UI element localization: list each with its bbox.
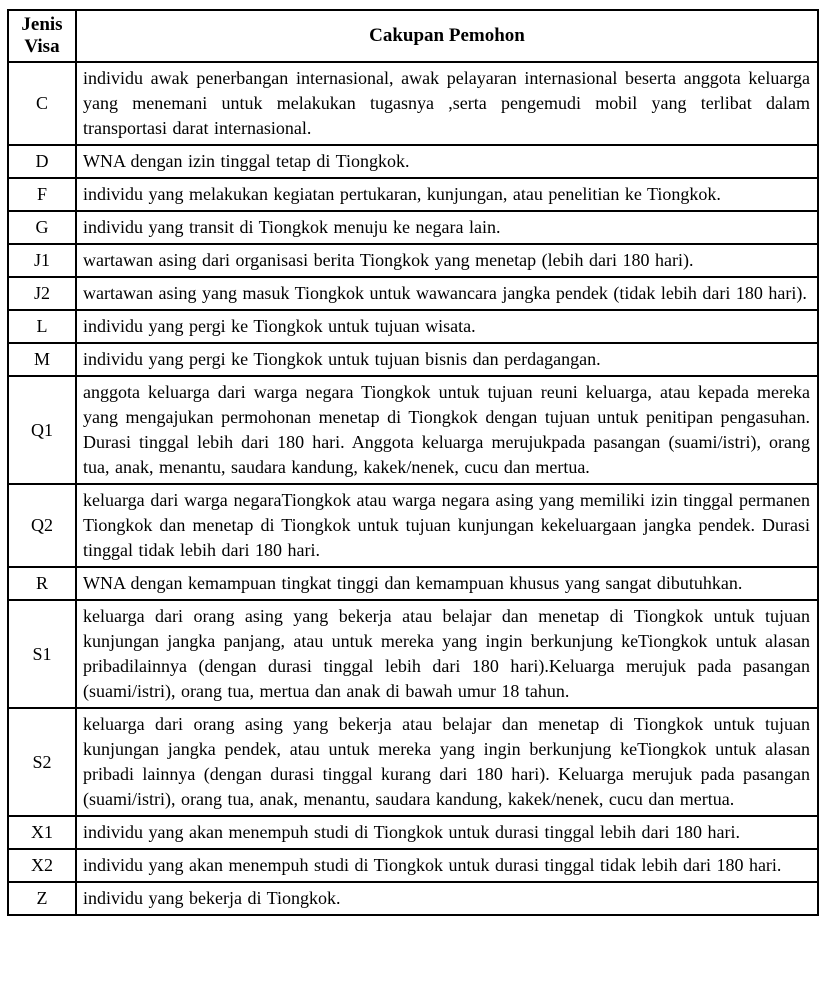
visa-desc-cell: wartawan asing dari organisasi berita Tiongkok yang menetap (lebih dari 180 hari). — [76, 244, 818, 277]
visa-code-cell: C — [8, 62, 76, 145]
visa-desc-cell: individu yang melakukan kegiatan pertukaran, kunjungan, atau penelitian ke Tiongkok. — [76, 178, 818, 211]
visa-desc-cell: WNA dengan izin tinggal tetap di Tiongkok. — [76, 145, 818, 178]
table-row — [8, 882, 818, 915]
visa-table — [7, 9, 819, 916]
header-jenis-visa: Jenis Visa — [8, 10, 76, 62]
table-row — [8, 600, 818, 708]
table-row — [8, 145, 818, 178]
table-row — [8, 244, 818, 277]
visa-desc-cell: keluarga dari orang asing yang bekerja atau belajar dan menetap di Tiongkok untuk tujuan kunjungan jangka pendek, atau untuk mereka yang ingin berkunjung keTiongkok untuk alasan pribadi lainnya (dengan durasi tinggal kurang dari 180 hari). Keluarga merujuk pada pasangan (suami/istri), orang tua, anak, menantu, saudara kandung, kakek/nenek, cucu dan mertua. — [76, 708, 818, 816]
visa-table-body — [8, 62, 818, 915]
visa-code-cell: Z — [8, 882, 76, 915]
table-row — [8, 484, 818, 567]
visa-code-cell: S1 — [8, 600, 76, 708]
visa-desc-cell: individu yang pergi ke Tiongkok untuk tujuan bisnis dan perdagangan. — [76, 343, 818, 376]
table-row — [8, 816, 818, 849]
table-row — [8, 849, 818, 882]
visa-desc-cell: individu awak penerbangan internasional, awak pelayaran internasional beserta anggota keluarga yang menemani untuk melakukan tugasnya ,serta pengemudi mobil yang terlibat dalam transportasi darat internasional. — [76, 62, 818, 145]
visa-desc-cell: individu yang bekerja di Tiongkok. — [76, 882, 818, 915]
visa-code-cell: X1 — [8, 816, 76, 849]
visa-code-cell: J1 — [8, 244, 76, 277]
table-row — [8, 178, 818, 211]
visa-desc-cell: WNA dengan kemampuan tingkat tinggi dan kemampuan khusus yang sangat dibutuhkan. — [76, 567, 818, 600]
visa-code-cell: G — [8, 211, 76, 244]
table-row — [8, 343, 818, 376]
header-cakupan-pemohon: Cakupan Pemohon — [76, 10, 818, 62]
visa-code-cell: D — [8, 145, 76, 178]
table-row — [8, 310, 818, 343]
visa-code-cell: S2 — [8, 708, 76, 816]
visa-code-cell: M — [8, 343, 76, 376]
visa-desc-cell: individu yang pergi ke Tiongkok untuk tujuan wisata. — [76, 310, 818, 343]
table-row — [8, 567, 818, 600]
visa-desc-cell: individu yang akan menempuh studi di Tiongkok untuk durasi tinggal tidak lebih dari 180 hari. — [76, 849, 818, 882]
visa-desc-cell: anggota keluarga dari warga negara Tiongkok untuk tujuan reuni keluarga, atau kepada mereka yang mengajukan permohonan menetap di Tiongkok dengan tujuan untuk penitipan pengasuhan. Durasi tinggal lebih dari 180 hari. Anggota keluarga merujukpada pasangan (suami/istri), orang tua, anak, menantu, saudara kandung, kakek/nenek, cucu dan mertua. — [76, 376, 818, 484]
visa-code-cell: X2 — [8, 849, 76, 882]
header-row — [8, 10, 818, 62]
table-row — [8, 62, 818, 145]
visa-code-cell: Q1 — [8, 376, 76, 484]
visa-desc-cell: keluarga dari orang asing yang bekerja atau belajar dan menetap di Tiongkok untuk tujuan kunjungan jangka panjang, atau untuk mereka yang ingin berkunjung keTiongkok untuk alasan pribadilainnya (dengan durasi tinggal lebih dari 180 hari).Keluarga merujuk pada pasangan (suami/istri), orang tua, mertua dan anak di bawah umur 18 tahun. — [76, 600, 818, 708]
visa-code-cell: Q2 — [8, 484, 76, 567]
visa-code-cell: R — [8, 567, 76, 600]
visa-code-cell: F — [8, 178, 76, 211]
table-row — [8, 376, 818, 484]
table-row — [8, 211, 818, 244]
visa-table-head — [8, 10, 818, 62]
visa-desc-cell: individu yang akan menempuh studi di Tiongkok untuk durasi tinggal lebih dari 180 hari. — [76, 816, 818, 849]
visa-code-cell: J2 — [8, 277, 76, 310]
table-row — [8, 708, 818, 816]
visa-desc-cell: individu yang transit di Tiongkok menuju ke negara lain. — [76, 211, 818, 244]
visa-desc-cell: keluarga dari warga negaraTiongkok atau warga negara asing yang memiliki izin tinggal permanen Tiongkok dan menetap di Tiongkok untuk tujuan kunjungan kekeluargaan jangka pendek. Durasi tinggal tidak lebih dari 180 hari. — [76, 484, 818, 567]
table-row — [8, 277, 818, 310]
visa-desc-cell: wartawan asing yang masuk Tiongkok untuk wawancara jangka pendek (tidak lebih dari 180 hari). — [76, 277, 818, 310]
visa-code-cell: L — [8, 310, 76, 343]
